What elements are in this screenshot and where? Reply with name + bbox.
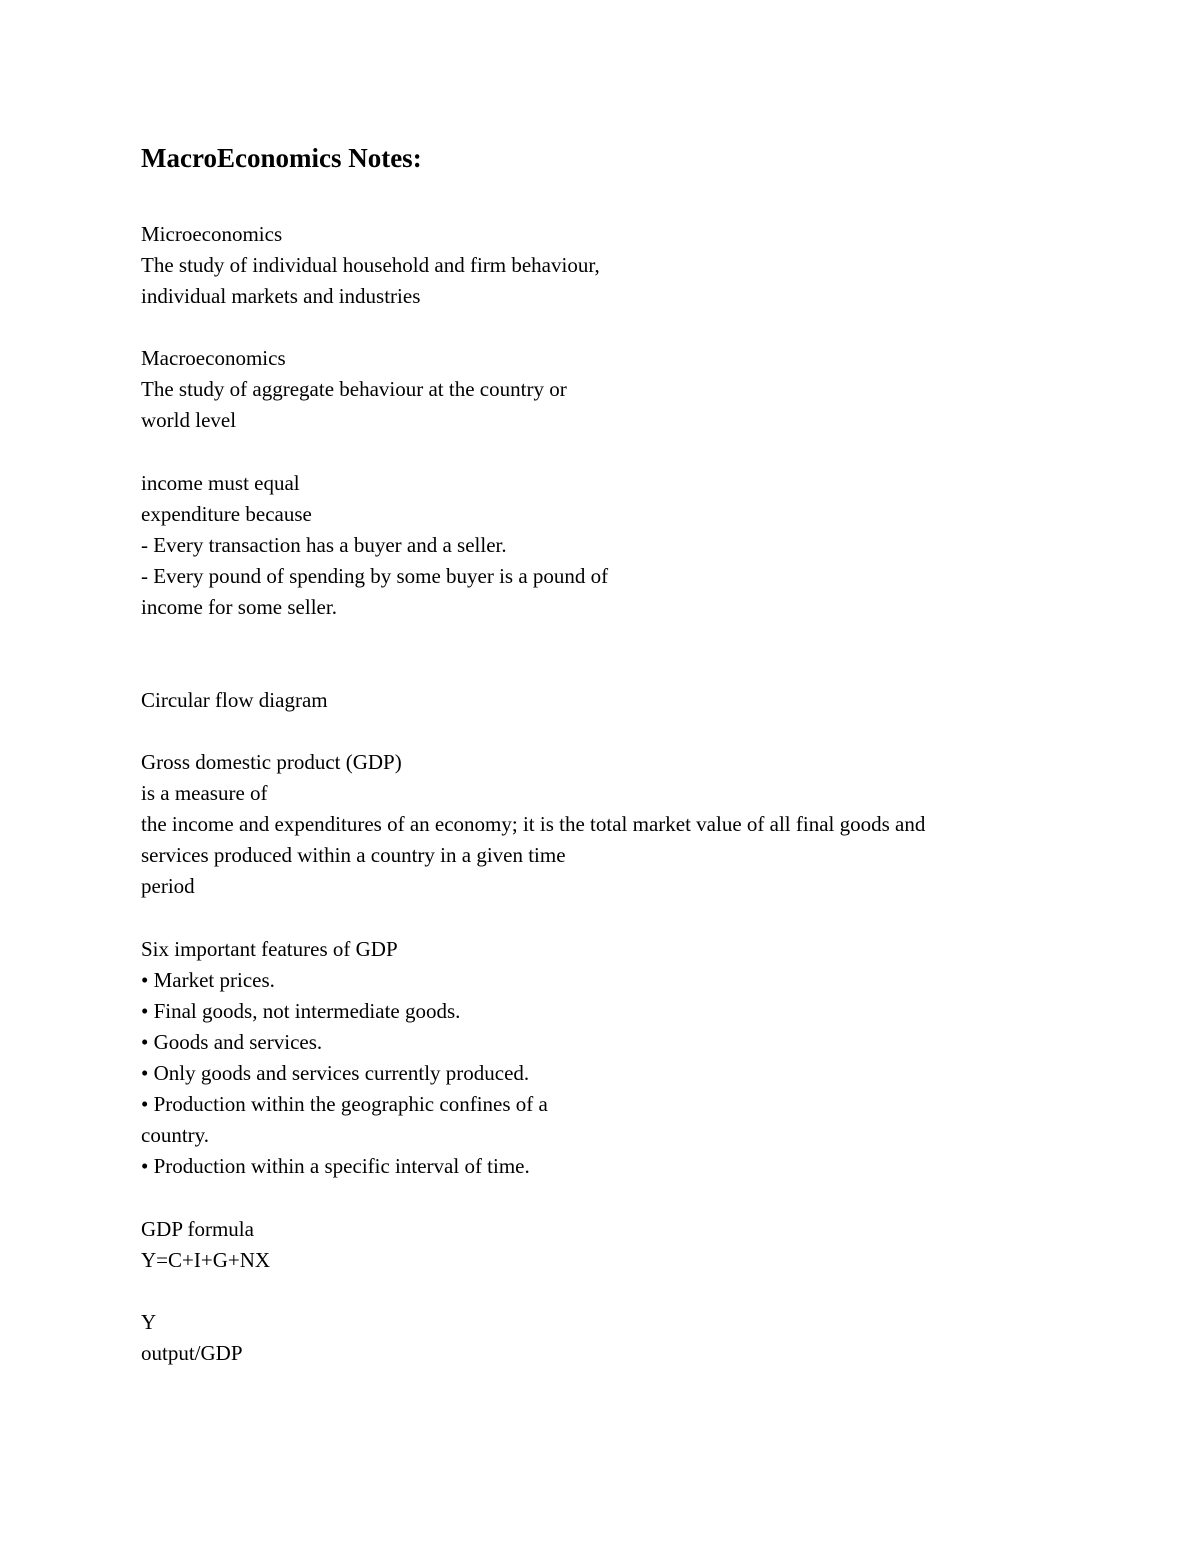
feature-item: country. (141, 1123, 210, 1147)
micro-heading: Microeconomics (141, 222, 283, 246)
gdp-line: is a measure of (141, 781, 268, 805)
macro-line: world level (141, 408, 237, 432)
income-line: - Every transaction has a buyer and a seller. (141, 533, 507, 557)
macro-heading: Macroeconomics (141, 346, 286, 370)
gdp-heading: Gross domestic product (GDP) (141, 750, 402, 774)
income-line: income for some seller. (141, 595, 337, 619)
macro-line: The study of aggregate behaviour at the country or (141, 377, 567, 401)
micro-line: individual markets and industries (141, 284, 421, 308)
feature-item: • Final goods, not intermediate goods. (141, 999, 461, 1023)
y-symbol: Y (141, 1310, 157, 1334)
circular-flow-heading: Circular flow diagram (141, 688, 328, 712)
feature-item: • Market prices. (141, 968, 275, 992)
formula-heading: GDP formula (141, 1217, 254, 1241)
income-line: - Every pound of spending by some buyer is a pound of (141, 564, 609, 588)
income-line: income must equal (141, 471, 300, 495)
page-title: MacroEconomics Notes: (141, 143, 422, 173)
feature-item: • Only goods and services currently produced. (141, 1061, 530, 1085)
income-line: expenditure because (141, 502, 312, 526)
gdp-line: services produced within a country in a given time (141, 843, 566, 867)
formula-equation: Y=C+I+G+NX (141, 1248, 271, 1272)
feature-item: • Goods and services. (141, 1030, 323, 1054)
feature-item: • Production within a specific interval of time. (141, 1154, 530, 1178)
features-heading: Six important features of GDP (141, 937, 398, 961)
micro-line: The study of individual household and firm behaviour, (141, 253, 600, 277)
gdp-line: the income and expenditures of an economy; it is the total market value of all final goods and (141, 812, 926, 836)
feature-item: • Production within the geographic confines of a (141, 1092, 548, 1116)
gdp-line: period (141, 874, 195, 898)
y-meaning: output/GDP (141, 1341, 243, 1365)
